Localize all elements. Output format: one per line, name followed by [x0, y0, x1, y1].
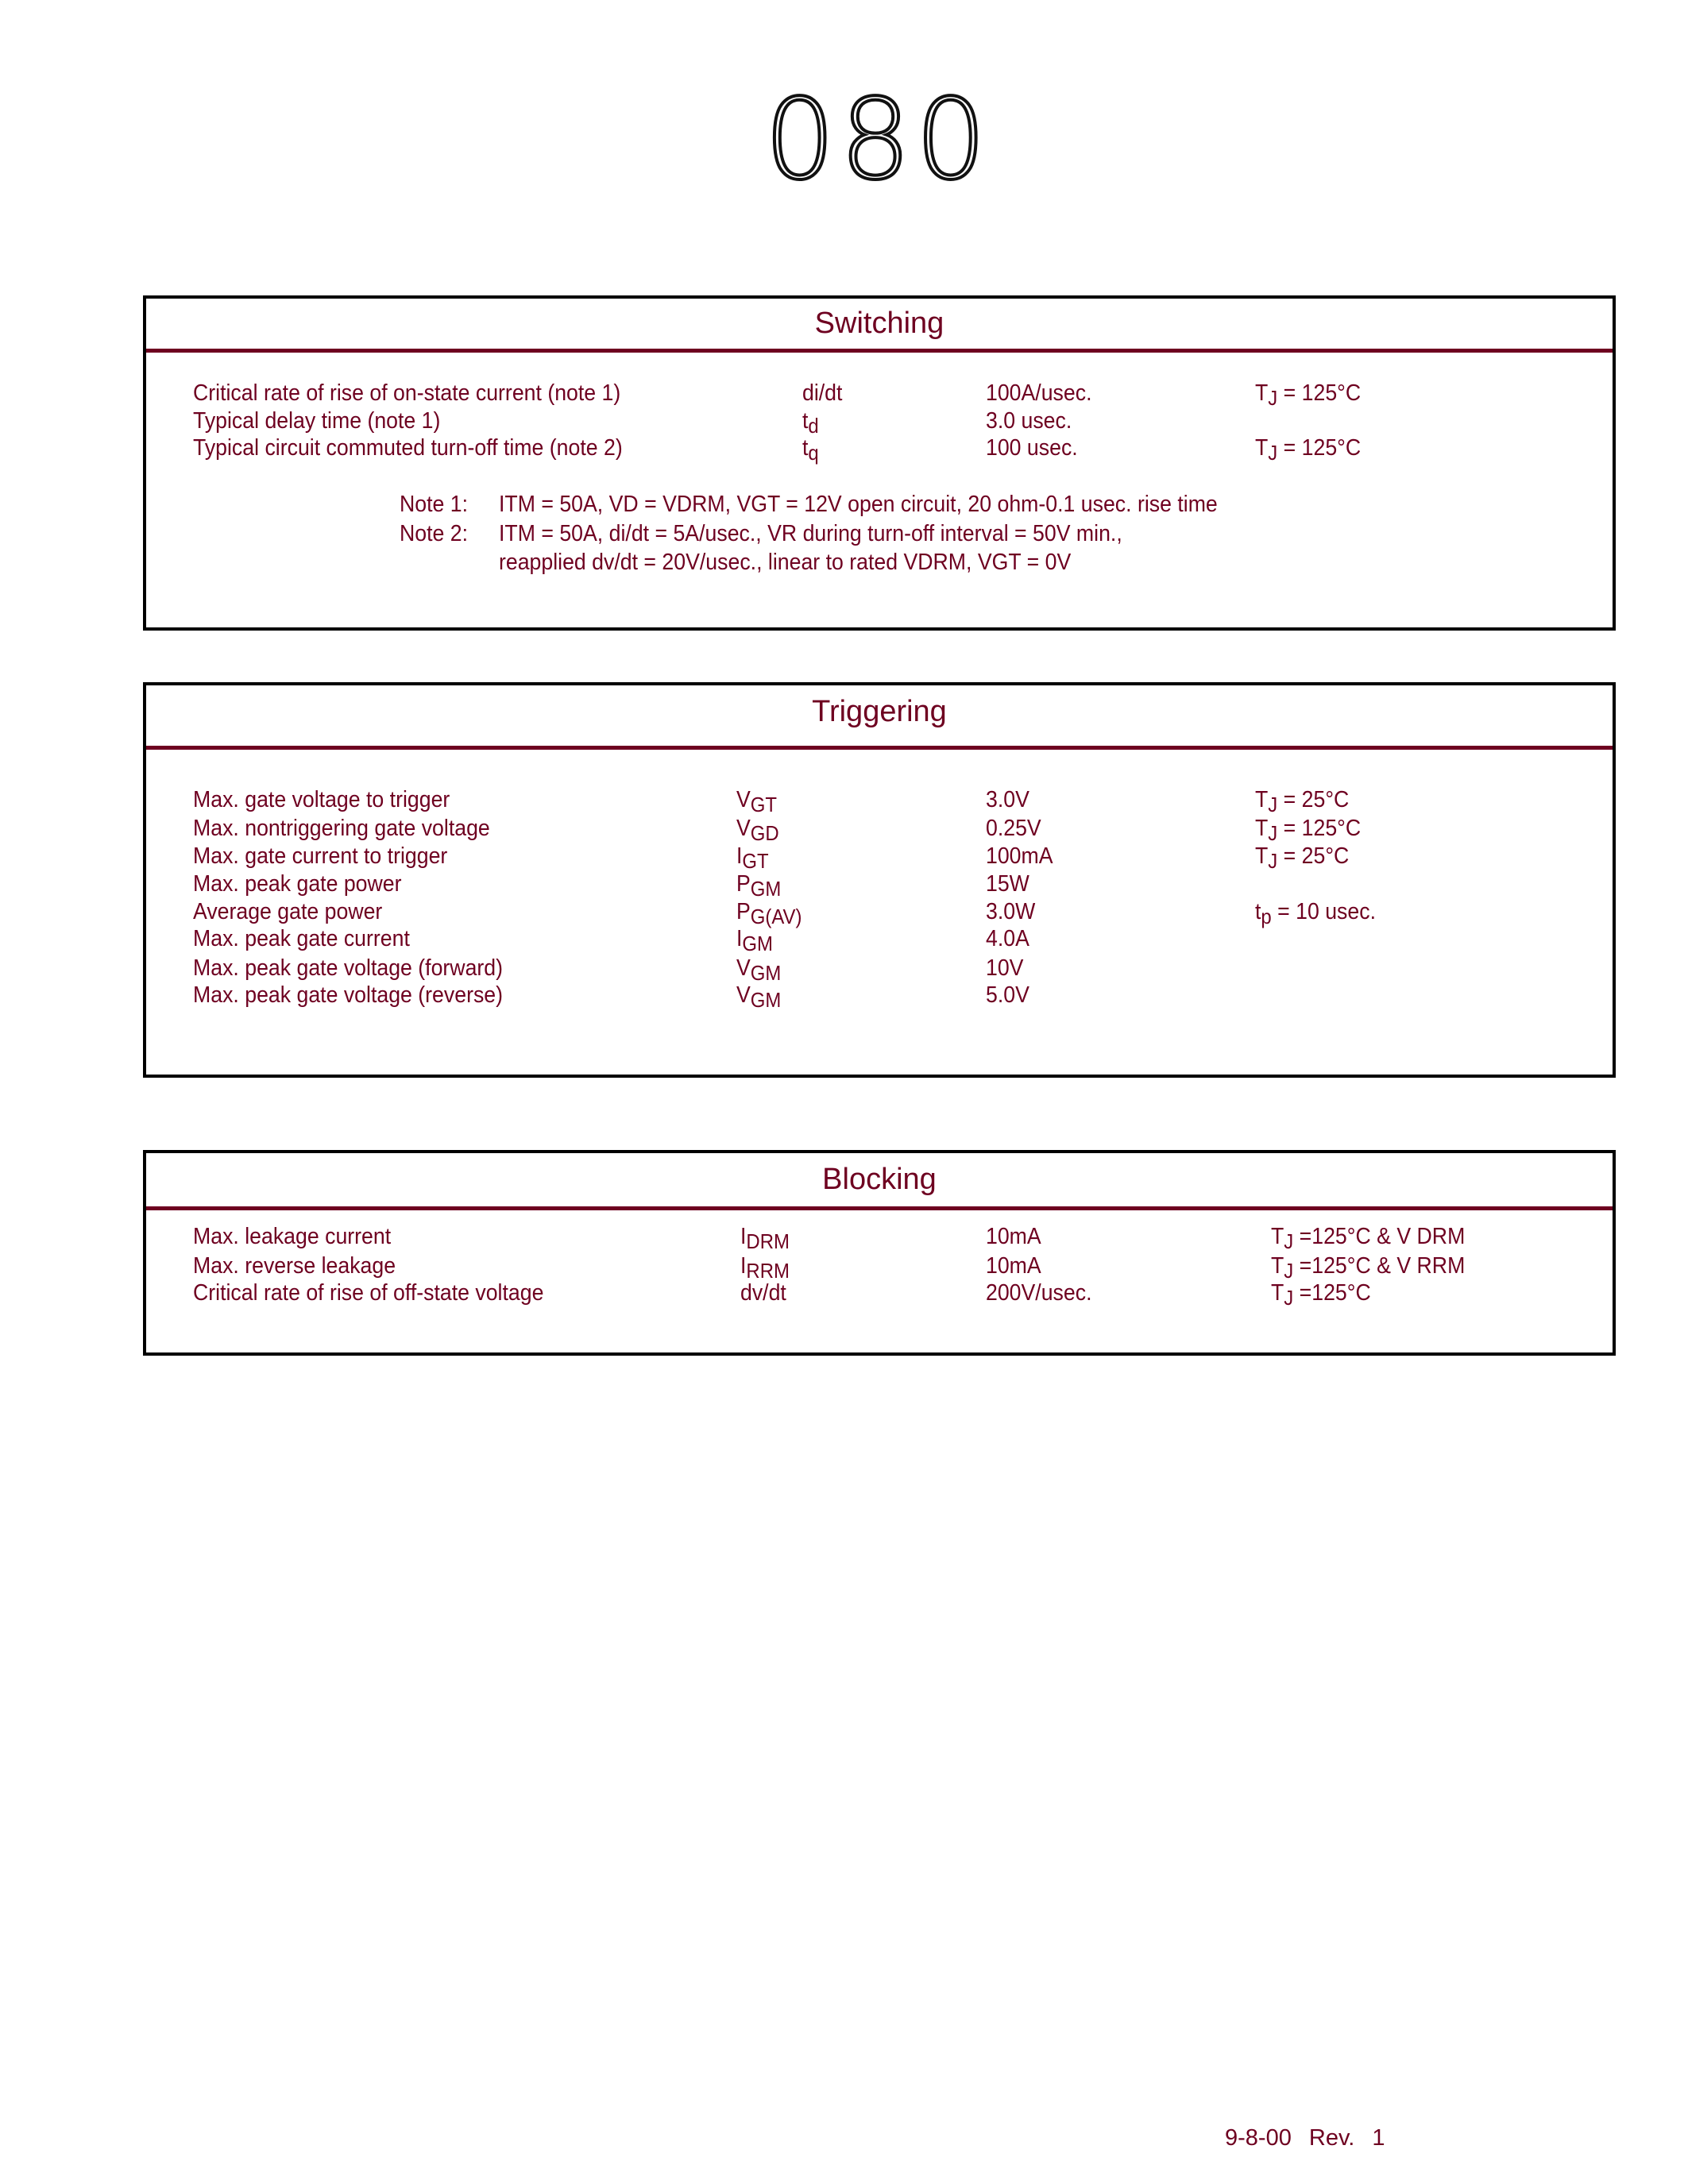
spec-condition: [1271, 1222, 1465, 1251]
spec-symbol: [736, 897, 802, 926]
condition-main: T: [1255, 787, 1269, 812]
blocking-heading: Blocking: [822, 1163, 937, 1196]
condition-main: T: [1271, 1280, 1284, 1306]
symbol-main: V: [736, 955, 751, 981]
symbol-subscript: GT: [750, 793, 778, 816]
spec-label: Max. leakage current: [193, 1224, 392, 1249]
spec-symbol: [740, 1222, 790, 1251]
spec-symbol: [802, 379, 842, 407]
spec-value: 100A/usec.: [986, 380, 1092, 406]
spec-condition: [1255, 897, 1376, 926]
spec-condition: [1255, 434, 1362, 465]
condition-main: T: [1255, 843, 1269, 869]
spec-condition: [1271, 1279, 1371, 1310]
switching-section: [143, 295, 1616, 631]
revision-date: 9-8-00: [1225, 2125, 1292, 2151]
symbol-main: di/dt: [802, 380, 843, 406]
symbol-subscript: GM: [750, 961, 782, 985]
condition-rest: = 125°C: [1277, 435, 1362, 461]
spec-symbol: [736, 785, 777, 814]
spec-symbol: [736, 924, 773, 953]
spec-condition: [1255, 842, 1350, 873]
condition-rest: = 125°C: [1277, 380, 1362, 406]
spec-condition: [1255, 814, 1361, 843]
document-title: 080: [764, 75, 991, 205]
condition-subscript: J: [1268, 386, 1278, 410]
spec-value: 5.0V: [986, 982, 1029, 1008]
spec-value: 100mA: [986, 843, 1053, 869]
condition-subscript: J: [1268, 821, 1278, 845]
condition-rest: = 125°C: [1277, 816, 1362, 841]
spec-label: Max. reverse leakage: [193, 1253, 396, 1279]
spec-value: 4.0A: [986, 926, 1029, 951]
spec-symbol: [802, 407, 819, 438]
symbol-main: I: [736, 843, 743, 869]
symbol-main: I: [736, 926, 743, 951]
spec-value: 100 usec.: [986, 435, 1078, 461]
spec-value: 15W: [986, 871, 1029, 897]
spec-label: Critical rate of rise of off-state voltage: [193, 1280, 544, 1306]
spec-label: Max. gate voltage to trigger: [193, 787, 450, 812]
spec-condition: [1255, 785, 1349, 814]
spec-symbol: [740, 1252, 790, 1283]
symbol-subscript: q: [808, 441, 819, 465]
triggering-heading: Triggering: [812, 695, 947, 728]
note-text: ITM = 50A, VD = VDRM, VGT = 12V open circuit, 20 ohm-0.1 usec. rise time: [499, 492, 1218, 517]
condition-main: T: [1255, 380, 1269, 406]
spec-condition: [1255, 379, 1362, 410]
symbol-subscript: GM: [750, 877, 782, 901]
revision-number: Rev. 1: [1308, 2125, 1385, 2151]
symbol-subscript: RRM: [746, 1259, 790, 1283]
condition-main: T: [1255, 435, 1269, 461]
spec-value: 10V: [986, 955, 1024, 981]
symbol-main: P: [736, 871, 751, 897]
note-label: Note 1:: [400, 492, 469, 517]
spec-value: 10mA: [986, 1224, 1041, 1249]
spec-label: Average gate power: [193, 899, 383, 924]
symbol-main: t: [802, 435, 809, 461]
spec-symbol: [736, 954, 782, 985]
switching-heading: Switching: [814, 307, 944, 340]
spec-label: Typical delay time (note 1): [193, 408, 441, 434]
condition-subscript: p: [1261, 905, 1272, 928]
spec-symbol: [802, 434, 819, 465]
spec-label: Max. nontriggering gate voltage: [193, 816, 490, 841]
symbol-main: V: [736, 816, 751, 841]
condition-subscript: J: [1268, 849, 1278, 873]
spec-value: 0.25V: [986, 816, 1041, 841]
condition-subscript: J: [1284, 1286, 1294, 1310]
spec-symbol: [740, 1279, 786, 1307]
symbol-main: I: [740, 1224, 747, 1249]
symbol-main: V: [736, 982, 751, 1008]
symbol-subscript: GT: [742, 849, 769, 873]
note-text: reapplied dv/dt = 20V/usec., linear to rated VDRM, VGT = 0V: [499, 550, 1072, 575]
symbol-main: t: [802, 408, 809, 434]
footer: [1225, 2125, 1385, 2151]
condition-rest: =125°C & V DRM: [1293, 1224, 1466, 1249]
spec-value: 3.0V: [986, 787, 1029, 812]
symbol-subscript: G(AV): [750, 905, 802, 928]
symbol-subscript: GM: [750, 988, 782, 1012]
spec-condition: [1271, 1252, 1466, 1283]
condition-main: T: [1271, 1253, 1284, 1279]
spec-label: Max. peak gate power: [193, 871, 402, 897]
spec-symbol: [736, 981, 782, 1012]
spec-label: Critical rate of rise of on-state current (note 1): [193, 380, 621, 406]
note-label: Note 2:: [400, 521, 469, 546]
spec-label: Max. peak gate voltage (reverse): [193, 982, 504, 1008]
spec-value: 3.0W: [986, 899, 1036, 924]
condition-main: T: [1255, 816, 1269, 841]
condition-main: T: [1271, 1224, 1284, 1249]
spec-value: 3.0 usec.: [986, 408, 1072, 434]
spec-label: Typical circuit commuted turn-off time (note 2): [193, 435, 623, 461]
symbol-main: I: [740, 1253, 747, 1279]
condition-main: t: [1255, 899, 1261, 924]
spec-symbol: [736, 842, 769, 873]
spec-label: Max. gate current to trigger: [193, 843, 448, 869]
spec-value: 200V/usec.: [986, 1280, 1092, 1306]
condition-subscript: J: [1268, 793, 1278, 816]
condition-rest: =125°C & V RRM: [1293, 1253, 1466, 1279]
condition-subscript: J: [1268, 441, 1278, 465]
spec-label: Max. peak gate current: [193, 926, 410, 951]
condition-subscript: J: [1284, 1229, 1294, 1253]
symbol-subscript: GD: [750, 821, 779, 845]
symbol-main: P: [736, 899, 751, 924]
symbol-subscript: GM: [742, 932, 773, 955]
condition-subscript: J: [1284, 1259, 1294, 1283]
spec-symbol: [736, 870, 782, 901]
symbol-main: V: [736, 787, 751, 812]
condition-rest: = 10 usec.: [1271, 899, 1377, 924]
spec-symbol: [736, 814, 779, 843]
condition-rest: = 25°C: [1277, 787, 1350, 812]
symbol-subscript: DRM: [746, 1229, 790, 1253]
spec-value: 10mA: [986, 1253, 1041, 1279]
note-text: ITM = 50A, di/dt = 5A/usec., VR during turn-off interval = 50V min.,: [499, 521, 1122, 546]
symbol-main: dv/dt: [740, 1280, 786, 1306]
condition-rest: = 25°C: [1277, 843, 1350, 869]
spec-label: Max. peak gate voltage (forward): [193, 955, 504, 981]
condition-rest: =125°C: [1293, 1280, 1371, 1306]
symbol-subscript: d: [808, 414, 819, 438]
